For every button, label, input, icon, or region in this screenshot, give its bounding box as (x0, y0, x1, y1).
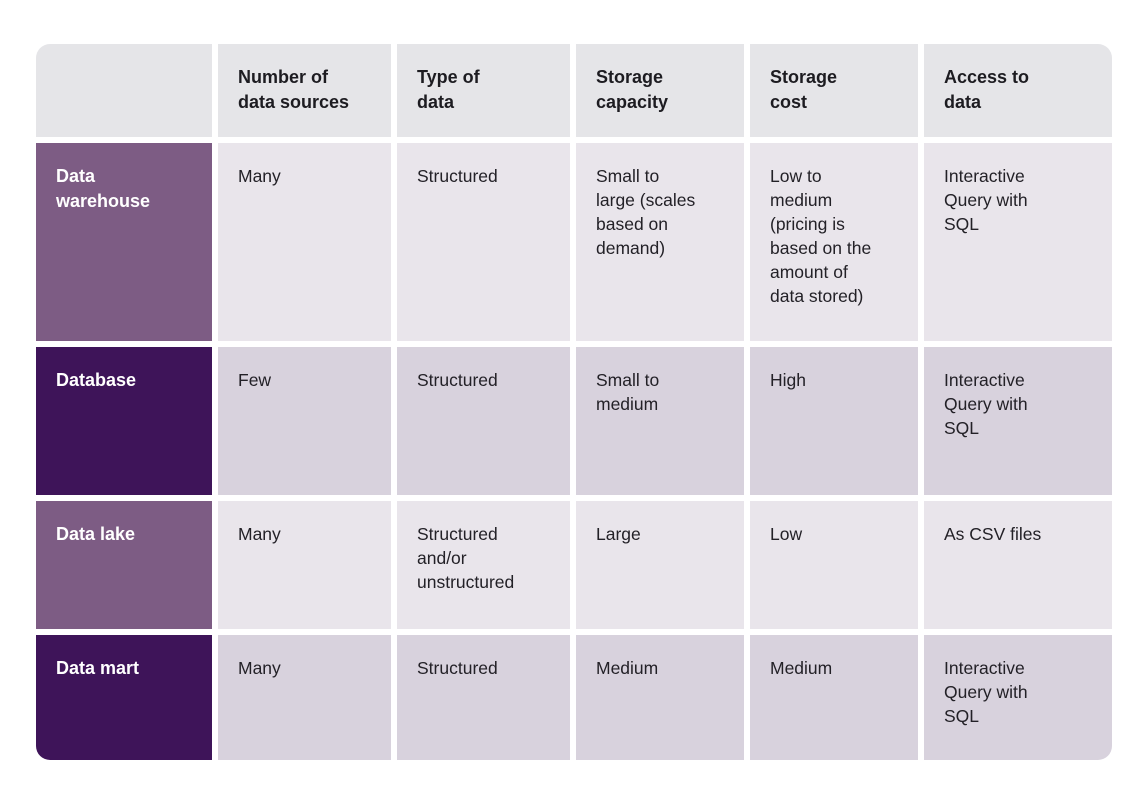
cell-text: Many (238, 166, 281, 186)
cell-text: High (770, 370, 806, 390)
cell-data-lake-storage-capacity (576, 501, 744, 629)
row-header-label: Data warehouse (56, 166, 151, 211)
comparison-table (36, 44, 1112, 760)
column-header-label: Number of data sources (238, 67, 350, 112)
column-header-label: Type of data (417, 67, 480, 112)
cell-data-mart-storage-cost (750, 635, 918, 760)
cell-text: Medium (770, 658, 833, 678)
cell-data-mart-type-of-data (397, 635, 570, 760)
column-header-access-to-data (924, 44, 1112, 137)
cell-text: Medium (596, 658, 659, 678)
row-header-label: Database (56, 370, 137, 390)
cell-data-warehouse-number-of-data-sources (218, 143, 391, 341)
cell-data-mart-number-of-data-sources (218, 635, 391, 760)
cell-database-number-of-data-sources (218, 347, 391, 495)
column-header-storage-capacity (576, 44, 744, 137)
row-header-data-warehouse (36, 143, 212, 341)
cell-data-lake-access-to-data (924, 501, 1112, 629)
column-header-label: Storage capacity (596, 67, 669, 112)
cell-database-type-of-data (397, 347, 570, 495)
cell-data-lake-type-of-data (397, 501, 570, 629)
cell-text: Structured (417, 166, 498, 186)
row-header-data-mart (36, 635, 212, 760)
cell-text: Large (596, 524, 641, 544)
column-header-type-of-data (397, 44, 570, 137)
cell-data-mart-storage-capacity (576, 635, 744, 760)
row-header-label: Data mart (56, 658, 140, 678)
column-header-empty (36, 44, 212, 137)
cell-text: Interactive Query with SQL (944, 658, 1028, 726)
cell-text: As CSV files (944, 524, 1042, 544)
cell-text: Interactive Query with SQL (944, 166, 1028, 234)
cell-text: Many (238, 524, 281, 544)
column-header-number-of-data-sources (218, 44, 391, 137)
cell-data-mart-access-to-data (924, 635, 1112, 760)
cell-text: Structured (417, 370, 498, 390)
cell-data-lake-storage-cost (750, 501, 918, 629)
row-header-label: Data lake (56, 524, 136, 544)
cell-data-warehouse-type-of-data (397, 143, 570, 341)
cell-text: Low to medium (pricing is based on the amount of data stored) (770, 166, 872, 306)
column-header-label: Access to data (944, 67, 1030, 112)
cell-data-warehouse-storage-cost (750, 143, 918, 341)
cell-text: Many (238, 658, 281, 678)
cell-text: Interactive Query with SQL (944, 370, 1028, 438)
row-header-data-lake (36, 501, 212, 629)
column-header-storage-cost (750, 44, 918, 137)
cell-text: Structured (417, 658, 498, 678)
cell-data-warehouse-access-to-data (924, 143, 1112, 341)
cell-database-storage-capacity (576, 347, 744, 495)
cell-text: Small to medium (596, 370, 660, 414)
cell-text: Small to large (scales based on demand) (596, 166, 696, 258)
cell-text: Low (770, 524, 803, 544)
row-header-database (36, 347, 212, 495)
cell-text: Few (238, 370, 272, 390)
cell-text: Structured and/or unstructured (417, 524, 515, 592)
cell-database-access-to-data (924, 347, 1112, 495)
column-header-label: Storage cost (770, 67, 838, 112)
cell-data-lake-number-of-data-sources (218, 501, 391, 629)
cell-database-storage-cost (750, 347, 918, 495)
cell-data-warehouse-storage-capacity (576, 143, 744, 341)
